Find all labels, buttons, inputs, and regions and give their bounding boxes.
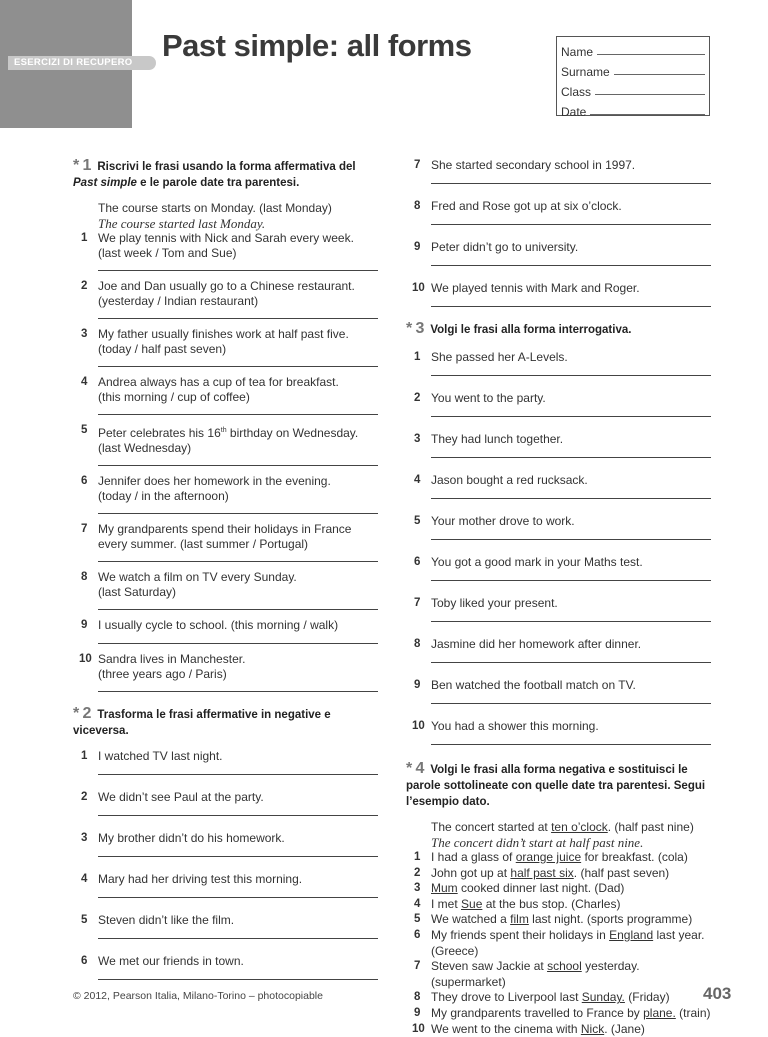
answer-line[interactable] — [98, 318, 378, 319]
item-number: 4 — [414, 474, 421, 486]
answer-line[interactable] — [431, 457, 711, 458]
item-number: 6 — [81, 475, 88, 487]
item-text: My friends spent their holidays in England last year. (Greece) — [431, 927, 705, 958]
left-column — [73, 158, 378, 980]
exercise-item — [73, 872, 378, 887]
item-text: Mary had her driving test this morning. — [98, 872, 303, 886]
item-number: 1 — [414, 351, 421, 363]
item-text: We went to the cinema with Nick. (Jane) — [431, 1021, 645, 1036]
item-number: 9 — [81, 619, 88, 631]
item-text: John got up at half past six. (half past seven) — [431, 865, 670, 880]
exercise-item — [406, 158, 711, 173]
field-label: Class — [561, 85, 592, 99]
item-text: You went to the party. — [431, 391, 546, 405]
item-text: Jennifer does her homework in the evening. (today / in the afternoon) — [98, 474, 331, 503]
answer-line[interactable] — [98, 643, 378, 644]
exercise-item — [406, 959, 711, 990]
item-text: Peter celebrates his 16th birthday on Wednesday. (last Wednesday) — [98, 426, 359, 455]
item-text: We met our friends in town. — [98, 954, 244, 968]
exercise-1-instructions: * 1 Riscrivi le frasi usando la forma affermativa del Past simple e le parole date tra parentesi. — [73, 157, 356, 189]
item-number: 7 — [81, 523, 88, 535]
item-text: Ben watched the football match on TV. — [431, 678, 636, 692]
exercise-2-instructions: * 2 Trasforma le frasi affermative in negative e viceversa. — [73, 705, 331, 737]
item-number: 4 — [81, 376, 88, 388]
answer-line[interactable] — [98, 774, 378, 775]
item-text: Mum cooked dinner last night. (Dad) — [431, 881, 625, 896]
item-text: Joe and Dan usually go to a Chinese restaurant. (yesterday / Indian restaurant) — [98, 279, 355, 308]
item-text: We play tennis with Nick and Sarah every week. (last week / Tom and Sue) — [98, 231, 354, 260]
underlined-word: plane. — [643, 1005, 676, 1020]
exercise-item — [406, 1006, 711, 1022]
exercise-number: 1 — [82, 157, 92, 174]
item-text: I usually cycle to school. (this morning / walk) — [98, 618, 339, 632]
item-number: 6 — [81, 955, 88, 967]
answer-line[interactable] — [98, 897, 378, 898]
star-icon: * — [406, 320, 413, 337]
item-text: We watch a film on TV every Sunday. (last Saturday) — [98, 570, 297, 599]
exercise-3-items — [406, 350, 711, 745]
item-text: She started secondary school in 1997. — [431, 158, 636, 172]
answer-line[interactable] — [98, 366, 378, 367]
underlined-word: half past six — [510, 865, 574, 880]
exercise-1-items — [73, 231, 378, 692]
answer-line[interactable] — [98, 979, 378, 980]
item-text: Peter didn’t go to university. — [431, 240, 579, 254]
exercise-item — [406, 897, 711, 913]
answer-line[interactable] — [98, 856, 378, 857]
answer-line[interactable] — [431, 375, 711, 376]
exercise-item — [406, 850, 711, 866]
exercise-item — [406, 678, 711, 693]
item-text: Jasmine did her homework after dinner. — [431, 637, 642, 651]
answer-line[interactable] — [431, 498, 711, 499]
item-number: 1 — [81, 750, 88, 762]
item-text: They had lunch together. — [431, 432, 564, 446]
underlined-word: Sunday. — [581, 990, 625, 1005]
item-text: Steven saw Jackie at school yesterday. (supermarket) — [431, 959, 640, 989]
name-field[interactable] — [561, 39, 705, 59]
item-number: 10 — [79, 653, 92, 665]
item-number: 9 — [414, 241, 421, 253]
exercise-item — [73, 327, 378, 357]
exercise-item — [73, 913, 378, 928]
answer-line[interactable] — [431, 265, 711, 266]
answer-line[interactable] — [431, 580, 711, 581]
exercise-4-instructions: * 4 Volgi le frasi alla forma negativa e sostituisci le parole sottolineate con quelle date tra parentesi. Segui l’esempio dato. — [406, 760, 706, 808]
item-number: 8 — [414, 638, 421, 650]
item-text: Andrea always has a cup of tea for breakfast. (this morning / cup of coffee) — [98, 375, 339, 404]
exercise-item — [73, 375, 378, 405]
item-number: 7 — [414, 159, 421, 171]
item-number: 3 — [414, 882, 421, 895]
item-text: My father usually finishes work at half past five. (today / half past seven) — [98, 327, 349, 356]
exercise-item — [73, 652, 378, 682]
answer-line[interactable] — [98, 465, 378, 466]
exercise-item — [406, 432, 711, 447]
answer-line[interactable] — [98, 270, 378, 271]
item-number: 9 — [414, 1006, 421, 1019]
item-number: 8 — [414, 200, 421, 212]
item-text: Fred and Rose got up at six o’clock. — [431, 199, 622, 213]
star-icon: * — [73, 157, 80, 174]
item-text: I met Sue at the bus stop. (Charles) — [431, 896, 621, 911]
exercise-item — [406, 281, 711, 296]
item-number: 8 — [414, 991, 421, 1004]
exercise-item — [73, 423, 378, 456]
item-text: You got a good mark in your Maths test. — [431, 555, 643, 569]
section-tab: ESERCIZI DI RECUPERO — [8, 56, 156, 70]
item-text: My brother didn’t do his homework. — [98, 831, 285, 845]
item-text: She passed her A-Levels. — [431, 350, 568, 364]
item-text: We watched a film last night. (sports programme) — [431, 912, 693, 927]
answer-line[interactable] — [98, 938, 378, 939]
item-number: 3 — [81, 328, 88, 340]
exercise-item — [406, 199, 711, 214]
answer-line[interactable] — [431, 416, 711, 417]
exercise-item — [406, 596, 711, 611]
item-number: 3 — [81, 832, 88, 844]
exercise-item — [73, 522, 378, 552]
answer-line[interactable] — [98, 815, 378, 816]
item-text: Toby liked your present. — [431, 596, 558, 610]
exercise-item — [406, 350, 711, 365]
right-column — [406, 158, 711, 1037]
exercise-item — [406, 881, 711, 897]
answer-line[interactable] — [431, 539, 711, 540]
answer-line[interactable] — [431, 662, 711, 663]
answer-line[interactable] — [431, 183, 711, 184]
item-number: 1 — [414, 851, 421, 863]
item-text: You had a shower this morning. — [431, 719, 599, 733]
exercise-item — [406, 928, 711, 959]
item-number: 5 — [414, 913, 421, 926]
item-number: 10 — [412, 282, 425, 294]
exercise-number: 3 — [415, 320, 425, 337]
exercise-item — [73, 279, 378, 309]
exercise-item — [406, 990, 711, 1006]
answer-line[interactable] — [431, 703, 711, 704]
exercise-number: 2 — [82, 705, 92, 722]
exercise-item — [73, 831, 378, 846]
exercise-item — [406, 391, 711, 406]
answer-line[interactable] — [431, 224, 711, 225]
exercise-item — [73, 231, 378, 261]
field-label: Date — [561, 105, 587, 119]
item-number: 5 — [81, 424, 88, 436]
item-text: We played tennis with Mark and Roger. — [431, 281, 640, 295]
answer-line[interactable] — [98, 561, 378, 562]
exercise-4-example: The concert started at ten o’clock. (half past nine) The concert didn’t start at half past nine. — [431, 820, 694, 850]
underlined-word: Nick — [580, 1021, 605, 1036]
item-text: Your mother drove to work. — [431, 514, 575, 528]
answer-line[interactable] — [98, 414, 378, 415]
exercise-1-example: The course starts on Monday. (last Monday) The course started last Monday. — [98, 201, 332, 231]
star-icon: * — [406, 760, 413, 777]
item-number: 10 — [412, 1022, 425, 1035]
item-number: 4 — [81, 873, 88, 885]
exercise-item — [406, 473, 711, 488]
item-number: 6 — [414, 928, 421, 941]
underlined-word: school — [547, 959, 582, 974]
item-number: 5 — [81, 914, 88, 926]
item-number: 3 — [414, 433, 421, 445]
item-text: My grandparents travelled to France by plane. (train) — [431, 1005, 711, 1020]
exercise-4-items — [406, 850, 711, 1037]
answer-line[interactable] — [431, 621, 711, 622]
exercise-item — [406, 866, 711, 882]
exercise-item — [406, 719, 711, 734]
exercise-item — [73, 618, 378, 633]
underlined-word: Mum — [431, 881, 458, 896]
field-label: Name — [561, 45, 594, 59]
item-text: I watched TV last night. — [98, 749, 223, 763]
item-text: Sandra lives in Manchester. (three years ago / Paris) — [98, 652, 246, 681]
item-number: 1 — [81, 232, 88, 244]
class-field[interactable] — [561, 79, 705, 99]
copyright-footer: © 2012, Pearson Italia, Milano-Torino – photocopiable — [73, 990, 323, 1002]
item-number: 7 — [414, 597, 421, 609]
item-number: 2 — [81, 280, 88, 292]
item-number: 2 — [414, 866, 421, 879]
underlined-word: Sue — [461, 896, 483, 911]
underlined-word: England — [609, 927, 654, 942]
surname-field[interactable] — [561, 59, 705, 79]
exercise-number: 4 — [415, 760, 425, 777]
exercise-item — [73, 570, 378, 600]
exercise-item — [406, 555, 711, 570]
item-text: They drove to Liverpool last Sunday. (Friday) — [431, 990, 670, 1005]
page-title: Past simple: all forms — [162, 28, 472, 63]
item-number: 6 — [414, 556, 421, 568]
exercise-item — [73, 474, 378, 504]
item-number: 4 — [414, 897, 421, 910]
item-number: 2 — [414, 392, 421, 404]
exercise-3-instructions: * 3 Volgi le frasi alla forma interrogativa. — [406, 320, 632, 337]
item-text: I had a glass of orange juice for breakfast. (cola) — [431, 850, 688, 864]
exercise-item — [73, 749, 378, 764]
field-label: Surname — [561, 65, 610, 79]
answer-line[interactable] — [98, 609, 378, 610]
item-number: 2 — [81, 791, 88, 803]
exercise-item — [73, 790, 378, 805]
exercise-2-items-continued — [406, 158, 711, 307]
date-field[interactable] — [561, 99, 705, 119]
item-text: Jason bought a red rucksack. — [431, 473, 588, 487]
item-number: 7 — [414, 960, 421, 973]
item-number: 5 — [414, 515, 421, 527]
underlined-word: orange juice — [515, 850, 582, 864]
item-text: My grandparents spend their holidays in France every summer. (last summer / Portugal) — [98, 522, 352, 551]
item-number: 9 — [414, 679, 421, 691]
exercise-item — [406, 637, 711, 652]
exercise-item — [406, 912, 711, 928]
item-text: Steven didn’t like the film. — [98, 913, 235, 927]
item-text: We didn’t see Paul at the party. — [98, 790, 264, 804]
page-number: 403 — [703, 984, 732, 1003]
student-info-box — [556, 36, 710, 119]
exercise-item — [406, 240, 711, 255]
exercise-item — [406, 514, 711, 529]
answer-line[interactable] — [98, 513, 378, 514]
exercise-2-items — [73, 749, 378, 980]
item-number: 8 — [81, 571, 88, 583]
item-number: 10 — [412, 720, 425, 732]
underlined-word: film — [510, 912, 529, 927]
exercise-item — [73, 954, 378, 969]
star-icon: * — [73, 705, 80, 722]
